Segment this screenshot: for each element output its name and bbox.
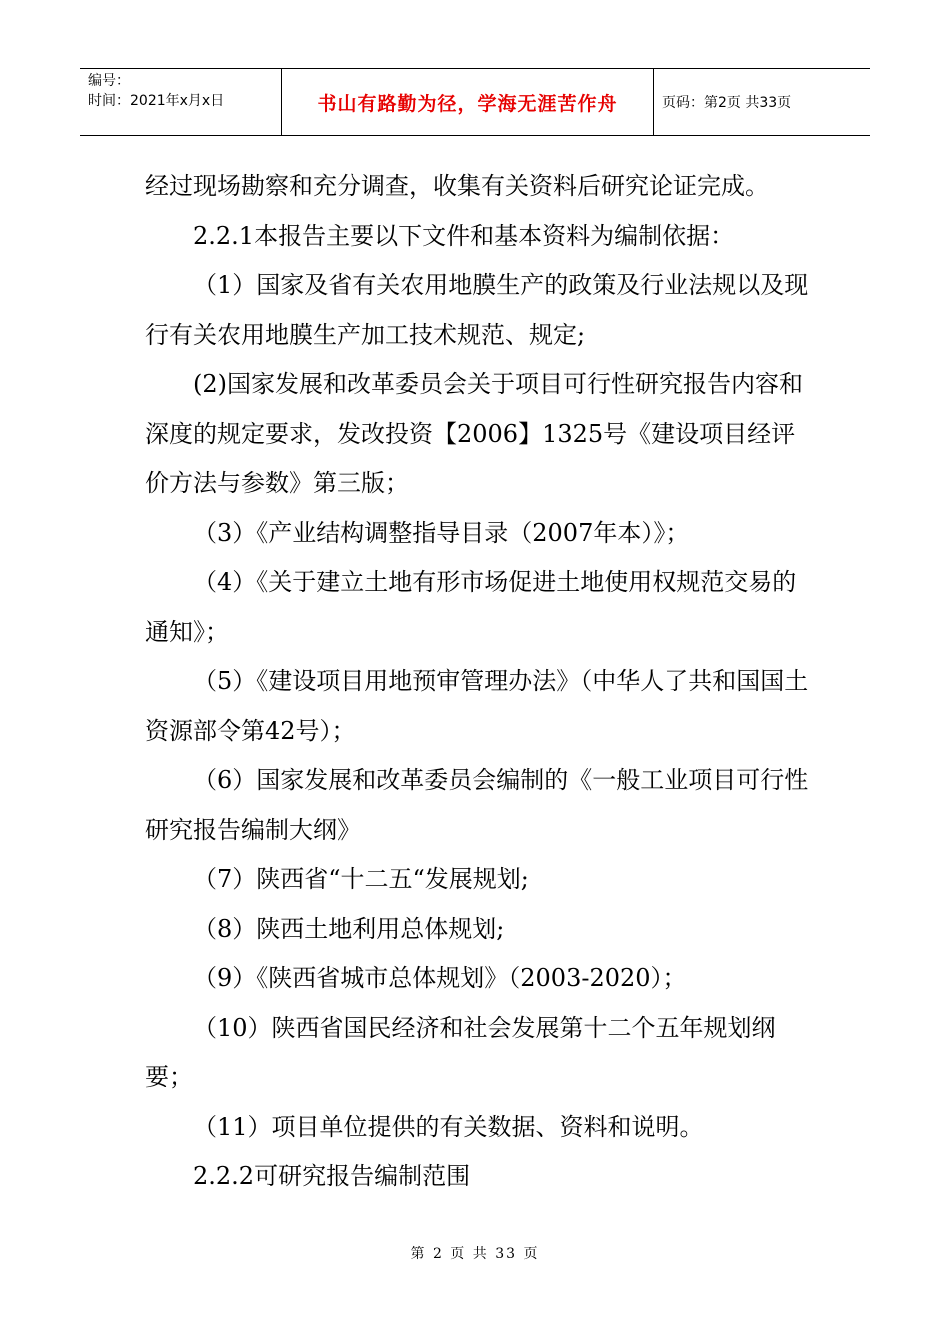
header-page-cell [654, 69, 870, 135]
list-item: （10）陕西省国民经济和社会发展第十二个五年规划纲要； [145, 1013, 776, 1091]
list-item: （1）国家及省有关农用地膜生产的政策及行业法规以及现行有关农用地膜生产加工技术规范、规定; [145, 271, 809, 349]
list-item: （7）陕西省“十二五“发展规划; [193, 865, 529, 893]
document-body [145, 162, 810, 1202]
header-meta-cell [80, 69, 282, 135]
list-item: （5）《建设项目用地预审管理办法》（中华人了共和国国土资源部令第42号）； [145, 667, 809, 745]
document-number-label: 编号： [88, 73, 130, 89]
body-paragraph: 经过现场勘察和充分调查，收集有关资料后研究论证完成。 [145, 172, 769, 200]
document-time-label: 时间：2021年x月x日 [88, 93, 225, 109]
list-item: (2)国家发展和改革委员会关于项目可行性研究报告内容和深度的规定要求，发改投资【2006】1325号《建设项目经评价方法与参数》第三版； [145, 370, 803, 497]
list-item: （8）陕西土地利用总体规划; [193, 914, 505, 943]
page-footer: 第 2 页 共 33 页 [410, 1246, 540, 1262]
list-item: （6）国家发展和改革委员会编制的《一般工业项目可行性研究报告编制大纲》 [145, 766, 809, 844]
document-header [80, 68, 870, 136]
list-item: （11）项目单位提供的有关数据、资料和说明。 [193, 1112, 704, 1141]
header-motto: 书山有路勤为径，学海无涯苦作舟 [317, 92, 618, 115]
section-heading-2-2-1: 2.2.1本报告主要以下文件和基本资料为编制依据： [193, 221, 735, 250]
list-item: （3）《产业结构调整指导目录（2007年本）》； [193, 518, 690, 547]
list-item: （9）《陕西省城市总体规划》（2003-2020）； [193, 964, 687, 992]
header-motto-cell [282, 69, 654, 135]
section-heading-2-2-2: 2.2.2可研究报告编制范围 [193, 1162, 471, 1190]
header-page-info: 页码：第2页 共33页 [662, 95, 792, 111]
list-item: （4）《关于建立土地有形市场促进土地使用权规范交易的通知》； [145, 568, 797, 646]
